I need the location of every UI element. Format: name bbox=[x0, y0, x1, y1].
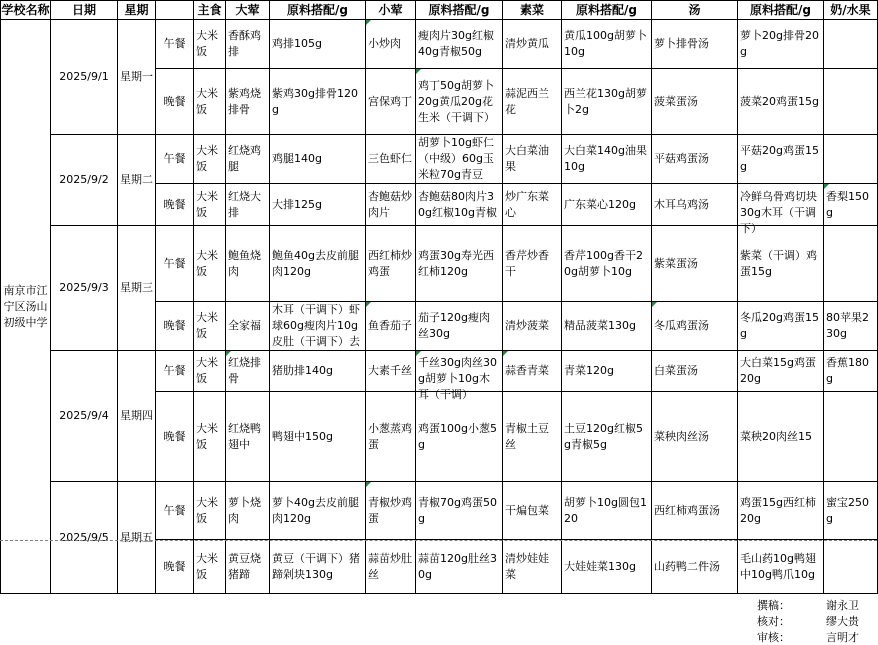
vegetable-cell: 清炒菠菜 bbox=[503, 302, 562, 351]
school-name: 南京市江宁区汤山初级中学 bbox=[3, 283, 48, 329]
fruit-cell bbox=[824, 20, 878, 69]
fruit-cell bbox=[824, 392, 878, 482]
big-meat-cell: 红烧大排 bbox=[226, 184, 270, 226]
small-meat-cell: 蒜苗炒肚丝 bbox=[366, 540, 416, 594]
meal-cell: 午餐 bbox=[156, 482, 194, 540]
table-row bbox=[1, 20, 878, 69]
header-big-meat: 大荤 bbox=[226, 1, 270, 20]
ingredients-text: 胡萝卜10g虾仁（中级）60g玉米粒70g青豆 bbox=[418, 136, 494, 181]
big-meat-cell: 香酥鸡排 bbox=[226, 20, 270, 69]
header-vegetable: 素菜 bbox=[503, 1, 562, 20]
fruit-cell: 香梨150g bbox=[824, 184, 878, 226]
vegetable-cell: 干煸包菜 bbox=[503, 482, 562, 540]
big-meat-cell: 全家福 bbox=[226, 302, 270, 351]
soup-cell: 萝卜排骨汤 bbox=[652, 20, 738, 69]
ingredients-text: 冷鲜乌骨鸡切块30g木耳（干调下） bbox=[740, 189, 817, 235]
soup-ingredients-cell: 平菇20g鸡蛋15g bbox=[738, 135, 824, 184]
page-break-line bbox=[0, 540, 877, 541]
header-soup: 汤 bbox=[652, 1, 738, 20]
soup-ingredients-cell: 冬瓜20g鸡蛋15g bbox=[738, 302, 824, 351]
vegetable-ingredients-cell: 香芹100g香干20g胡萝卜10g bbox=[562, 226, 652, 302]
meal-cell: 晚餐 bbox=[156, 69, 194, 135]
editor-label: 撰稿： bbox=[757, 599, 790, 612]
small-meat-cell: 西红柿炒鸡蛋 bbox=[366, 226, 416, 302]
vegetable-cell: 清炒黄瓜 bbox=[503, 20, 562, 69]
staple-cell: 大米饭 bbox=[194, 226, 226, 302]
table-row bbox=[1, 482, 878, 540]
vegetable-ingredients-cell: 广东菜心120g bbox=[562, 184, 652, 226]
small-meat-cell: 三色虾仁 bbox=[366, 135, 416, 184]
small-meat-ingredients-cell: 青椒70g鸡蛋50g bbox=[416, 482, 503, 540]
date-cell: 2025/9/2 bbox=[51, 135, 118, 226]
weekday-cell: 星期一 bbox=[118, 20, 156, 135]
vegetable-ingredients-cell: 黄瓜100g胡萝卜10g bbox=[562, 20, 652, 69]
soup-cell: 冬瓜鸡蛋汤 bbox=[652, 302, 738, 351]
header-big-meat-ingredients: 原料搭配/g bbox=[270, 1, 366, 20]
header-date: 日期 bbox=[51, 1, 118, 20]
staple-cell: 大米饭 bbox=[194, 184, 226, 226]
small-meat-cell: 鱼香茄子 bbox=[366, 302, 416, 351]
weekday-cell: 星期三 bbox=[118, 226, 156, 351]
small-meat-cell: 杏鲍菇炒肉片 bbox=[366, 184, 416, 226]
soup-ingredients-cell: 萝卜20g排骨20g bbox=[738, 20, 824, 69]
meal-cell: 午餐 bbox=[156, 226, 194, 302]
weekday-cell: 星期四 bbox=[118, 351, 156, 482]
small-meat-cell: 青椒炒鸡蛋 bbox=[366, 482, 416, 540]
small-meat-cell: 小炒肉 bbox=[366, 20, 416, 69]
header-row bbox=[1, 1, 878, 20]
small-meat-cell: 小葱蒸鸡蛋 bbox=[366, 392, 416, 482]
vegetable-ingredients-cell: 土豆120g红椒5g青椒5g bbox=[562, 392, 652, 482]
school-name-cell bbox=[1, 20, 51, 594]
ingredients-text: 木耳（干调下）虾球60g瘦肉片10g皮肚（干调下）去 bbox=[272, 303, 360, 348]
meal-cell: 午餐 bbox=[156, 20, 194, 69]
vegetable-cell: 蒜香青菜 bbox=[503, 351, 562, 392]
small-meat-ingredients-cell bbox=[416, 351, 503, 401]
small-meat-ingredients-cell: 茄子120g瘦肉丝30g bbox=[416, 302, 503, 351]
soup-ingredients-cell: 菠菜20鸡蛋15g bbox=[738, 69, 824, 135]
soup-cell: 菠菜蛋汤 bbox=[652, 69, 738, 135]
soup-cell: 紫菜蛋汤 bbox=[652, 226, 738, 302]
big-meat-ingredients-cell: 大排125g bbox=[270, 184, 366, 226]
date-cell: 2025/9/1 bbox=[51, 20, 118, 135]
big-meat-ingredients-cell: 鸡排105g bbox=[270, 20, 366, 69]
soup-cell: 木耳乌鸡汤 bbox=[652, 184, 738, 226]
small-meat-ingredients-cell bbox=[416, 69, 503, 135]
big-meat-ingredients-cell: 鸡腿140g bbox=[270, 135, 366, 184]
big-meat-ingredients-cell: 萝卜40g去皮前腿肉120g bbox=[270, 482, 366, 540]
soup-ingredients-cell bbox=[738, 184, 824, 235]
soup-cell: 平菇鸡蛋汤 bbox=[652, 135, 738, 184]
small-meat-ingredients-cell: 鸡蛋100g小葱5g bbox=[416, 392, 503, 482]
reviewer-name: 言明才 bbox=[826, 631, 859, 644]
header-small-meat-ingredients: 原料搭配/g bbox=[416, 1, 503, 20]
small-meat-ingredients-cell bbox=[416, 135, 503, 184]
small-meat-ingredients-cell: 鸡蛋30g寿光西红柿120g bbox=[416, 226, 503, 302]
header-vegetable-ingredients: 原料搭配/g bbox=[562, 1, 652, 20]
table-row bbox=[1, 351, 878, 392]
fruit-cell bbox=[824, 540, 878, 594]
soup-ingredients-cell: 紫菜（干调）鸡蛋15g bbox=[738, 226, 824, 302]
big-meat-cell: 鲍鱼烧肉 bbox=[226, 226, 270, 302]
big-meat-cell: 紫鸡烧排骨 bbox=[226, 69, 270, 135]
ingredients-text: 杏鲍菇80肉片30g红椒10g青椒 bbox=[418, 189, 497, 219]
vegetable-ingredients-cell: 大娃娃菜130g bbox=[562, 540, 652, 594]
meal-cell: 晚餐 bbox=[156, 540, 194, 594]
small-meat-cell: 宫保鸡丁 bbox=[366, 69, 416, 135]
big-meat-ingredients-cell: 黄豆（干调下）猪蹄剁块130g bbox=[270, 540, 366, 594]
table-row bbox=[1, 135, 878, 184]
meal-cell: 晚餐 bbox=[156, 392, 194, 482]
vegetable-ingredients-cell: 胡萝卜10g圆包120 bbox=[562, 482, 652, 540]
date-cell: 2025/9/4 bbox=[51, 351, 118, 482]
checker-label: 核对： bbox=[757, 615, 790, 628]
soup-cell: 西红柿鸡蛋汤 bbox=[652, 482, 738, 540]
vegetable-cell: 清炒娃娃菜 bbox=[503, 540, 562, 594]
big-meat-ingredients-cell: 猪肋排140g bbox=[270, 351, 366, 392]
fruit-cell bbox=[824, 135, 878, 184]
header-weekday: 星期 bbox=[118, 1, 156, 20]
date-cell: 2025/9/5 bbox=[51, 482, 118, 594]
staple-cell: 大米饭 bbox=[194, 351, 226, 392]
meal-cell: 午餐 bbox=[156, 135, 194, 184]
fruit-cell bbox=[824, 226, 878, 302]
vegetable-cell: 大白菜油果 bbox=[503, 135, 562, 184]
staple-cell: 大米饭 bbox=[194, 69, 226, 135]
staple-cell: 大米饭 bbox=[194, 482, 226, 540]
fruit-cell: 香蕉180g bbox=[824, 351, 878, 392]
big-meat-cell: 黄豆烧猪蹄 bbox=[226, 540, 270, 594]
vegetable-ingredients-cell: 青菜120g bbox=[562, 351, 652, 392]
small-meat-cell: 大素千丝 bbox=[366, 351, 416, 392]
meal-cell: 午餐 bbox=[156, 351, 194, 392]
big-meat-cell: 红烧排骨 bbox=[226, 351, 270, 392]
vegetable-cell: 炒广东菜心 bbox=[503, 184, 562, 226]
staple-cell: 大米饭 bbox=[194, 20, 226, 69]
big-meat-cell: 红烧鸡腿 bbox=[226, 135, 270, 184]
reviewer-label: 审核： bbox=[757, 631, 790, 644]
big-meat-ingredients-cell: 紫鸡30g排骨120g bbox=[270, 69, 366, 135]
fruit-cell bbox=[824, 69, 878, 135]
table-row bbox=[1, 226, 878, 302]
vegetable-cell: 香芹炒香干 bbox=[503, 226, 562, 302]
big-meat-ingredients-cell bbox=[270, 302, 366, 351]
vegetable-cell: 青椒土豆丝 bbox=[503, 392, 562, 482]
small-meat-ingredients-cell: 蒜苗120g肚丝30g bbox=[416, 540, 503, 594]
weekday-cell: 星期二 bbox=[118, 135, 156, 226]
small-meat-ingredients-cell bbox=[416, 20, 503, 69]
fruit-cell: 蜜宝250g bbox=[824, 482, 878, 540]
staple-cell: 大米饭 bbox=[194, 392, 226, 482]
weekday-cell: 星期五 bbox=[118, 482, 156, 594]
ingredients-text: 瘦肉片30g红椒40g青椒50g bbox=[418, 29, 494, 58]
vegetable-cell: 蒜泥西兰花 bbox=[503, 69, 562, 135]
vegetable-ingredients-cell: 西兰花130g胡萝卜2g bbox=[562, 69, 652, 135]
checker-name: 缪大贵 bbox=[826, 615, 859, 628]
soup-cell: 白菜蛋汤 bbox=[652, 351, 738, 392]
ingredients-text: 千丝30g肉丝30g胡萝卜10g木耳（干调） bbox=[418, 356, 497, 401]
soup-cell: 山药鸭二件汤 bbox=[652, 540, 738, 594]
header-staple: 主食 bbox=[194, 1, 226, 20]
header-small-meat: 小荤 bbox=[366, 1, 416, 20]
big-meat-ingredients-cell: 鲍鱼40g去皮前腿肉120g bbox=[270, 226, 366, 302]
date-cell: 2025/9/3 bbox=[51, 226, 118, 351]
meal-cell: 晚餐 bbox=[156, 184, 194, 226]
header-milk-fruit: 奶/水果 bbox=[824, 1, 878, 20]
header-school: 学校名称 bbox=[1, 1, 51, 20]
staple-cell: 大米饭 bbox=[194, 135, 226, 184]
vegetable-ingredients-cell: 大白菜140g油果10g bbox=[562, 135, 652, 184]
soup-ingredients-cell: 鸡蛋15g西红柿20g bbox=[738, 482, 824, 540]
soup-ingredients-cell: 菜秧20肉丝15 bbox=[738, 392, 824, 482]
staple-cell: 大米饭 bbox=[194, 540, 226, 594]
header-soup-ingredients: 原料搭配/g bbox=[738, 1, 824, 20]
soup-ingredients-cell: 大白菜15g鸡蛋20g bbox=[738, 351, 824, 392]
fruit-cell: 80苹果230g bbox=[824, 302, 878, 351]
big-meat-cell: 红烧鸭翅中 bbox=[226, 392, 270, 482]
soup-cell: 菜秧肉丝汤 bbox=[652, 392, 738, 482]
meal-cell: 晚餐 bbox=[156, 302, 194, 351]
editor-name: 谢永卫 bbox=[826, 599, 859, 612]
staple-cell: 大米饭 bbox=[194, 302, 226, 351]
header-meal bbox=[156, 1, 194, 20]
ingredients-text: 鸡丁50g胡萝卜20g黄瓜20g花生米（干调下） bbox=[418, 78, 495, 124]
soup-ingredients-cell: 毛山药10g鸭翅中10g鸭爪10g bbox=[738, 540, 824, 594]
small-meat-ingredients-cell bbox=[416, 184, 503, 226]
big-meat-ingredients-cell: 鸭翅中150g bbox=[270, 392, 366, 482]
vegetable-ingredients-cell: 精品菠菜130g bbox=[562, 302, 652, 351]
big-meat-cell: 萝卜烧肉 bbox=[226, 482, 270, 540]
